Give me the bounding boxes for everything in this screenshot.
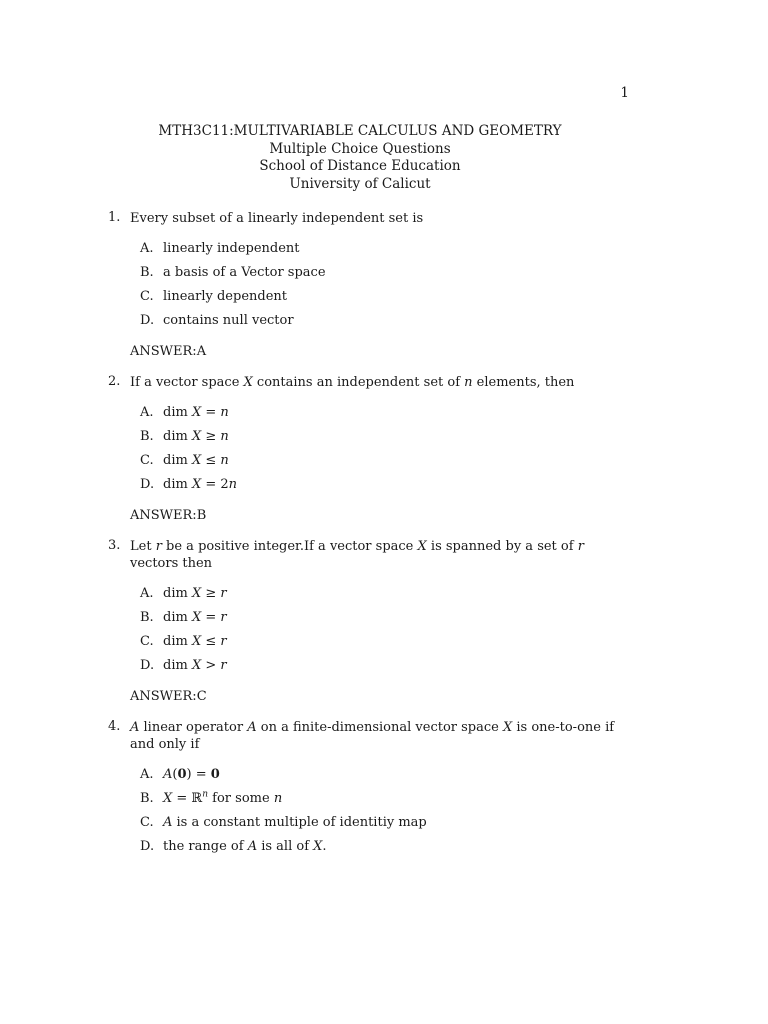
option-item — [140, 633, 630, 657]
option-letter: D. — [140, 313, 155, 328]
option-text: dim X = r — [163, 609, 227, 625]
option-letter: A. — [140, 585, 154, 601]
question-text: If a vector space X contains an independent set of n elements, then — [130, 374, 575, 390]
question-number: 1. — [108, 210, 121, 225]
option-list — [140, 766, 630, 862]
option-item — [140, 264, 630, 288]
option-item — [140, 790, 630, 814]
option-letter: C. — [140, 633, 154, 649]
question-text: A linear operator A on a finite-dimensional vector space X is one-to-one if and only if — [130, 719, 615, 752]
question-type: Multiple Choice Questions — [269, 140, 451, 157]
option-letter: A. — [140, 766, 154, 782]
option-text: linearly independent — [163, 241, 300, 256]
question-number: 4. — [108, 718, 121, 734]
option-list — [140, 240, 630, 336]
school-name: School of Distance Education — [259, 158, 461, 174]
question-number: 2. — [108, 373, 121, 389]
question-text: Let r be a positive integer.If a vector space X is spanned by a set of r vectors then — [130, 538, 584, 571]
option-item — [140, 428, 630, 452]
university-name: University of Calicut — [289, 175, 431, 192]
option-item — [140, 609, 630, 633]
question-item — [108, 538, 630, 706]
answer-line: ANSWER:C — [130, 688, 207, 704]
option-text: dim X ≥ r — [163, 585, 227, 601]
question-item — [108, 719, 630, 862]
option-letter: D. — [140, 476, 155, 492]
option-item — [140, 240, 630, 264]
option-letter: B. — [140, 265, 154, 280]
option-text: the range of A is all of X. — [163, 838, 327, 854]
option-letter: B. — [140, 428, 154, 444]
option-text: a basis of a Vector space — [163, 265, 326, 280]
option-text: dim X = 2n — [163, 476, 238, 492]
option-text: X = ℝ$^n$ for some n — [163, 789, 283, 806]
option-item — [140, 766, 630, 790]
option-item — [140, 312, 630, 336]
option-text: contains null vector — [163, 313, 294, 328]
option-text: dim X > r — [163, 657, 227, 673]
option-item — [140, 838, 630, 862]
option-letter: A. — [140, 404, 154, 420]
question-number: 3. — [108, 537, 121, 553]
option-item — [140, 404, 630, 428]
option-item — [140, 585, 630, 609]
option-item — [140, 288, 630, 312]
option-letter: B. — [140, 609, 154, 625]
document-header — [0, 123, 720, 193]
option-letter: A. — [140, 241, 154, 256]
option-text: A(0) = 0 — [163, 766, 220, 782]
option-text: linearly dependent — [163, 289, 287, 304]
question-item — [108, 374, 630, 525]
option-item — [140, 657, 630, 681]
page-number: 1 — [620, 85, 629, 101]
option-item — [140, 814, 630, 838]
option-text: A is a constant multiple of identitiy map — [163, 814, 427, 830]
option-letter: C. — [140, 814, 154, 830]
option-letter: B. — [140, 790, 154, 806]
option-text: dim X = n — [163, 404, 229, 420]
option-letter: D. — [140, 838, 155, 854]
question-item — [108, 210, 630, 361]
option-text: dim X ≤ n — [163, 452, 229, 468]
question-text: Every subset of a linearly independent set is — [130, 211, 424, 226]
question-list — [108, 210, 630, 875]
option-list — [140, 585, 630, 681]
option-text: dim X ≥ n — [163, 428, 229, 444]
option-letter: D. — [140, 657, 155, 673]
option-letter: C. — [140, 289, 154, 304]
option-list — [140, 404, 630, 500]
option-letter: C. — [140, 452, 154, 468]
answer-line: ANSWER:A — [130, 344, 207, 359]
course-title: MTH3C11:MULTIVARIABLE CALCULUS AND GEOMETRY — [158, 123, 562, 139]
answer-line: ANSWER:B — [130, 507, 207, 523]
option-text: dim X ≤ r — [163, 633, 227, 649]
option-item — [140, 476, 630, 500]
option-item — [140, 452, 630, 476]
